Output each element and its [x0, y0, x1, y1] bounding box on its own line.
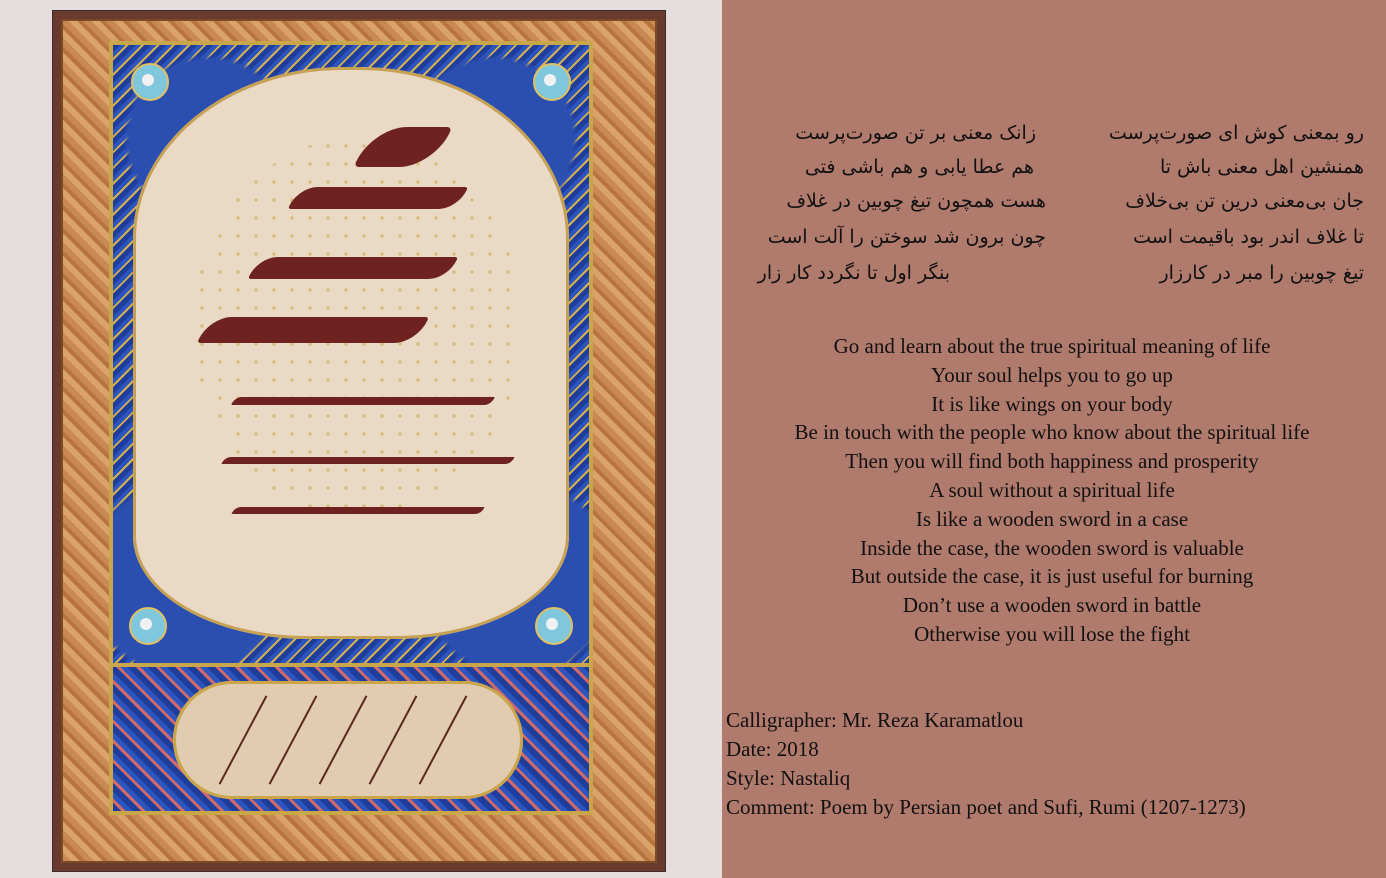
translation-line: Your soul helps you to go up: [931, 362, 1173, 387]
translation-line: But outside the case, it is just useful for burning: [850, 564, 1254, 589]
calligraphy-line: [219, 695, 268, 784]
calligraphy-stroke: [197, 317, 429, 343]
poem-line-right: جان بی‌معنی درین تن بی‌خلاف: [1125, 190, 1364, 212]
translation-line: Otherwise you will lose the fight: [914, 621, 1190, 646]
calligraphy-artwork-image: [52, 10, 666, 872]
calligraphy-panel: [133, 67, 569, 639]
translation-line: Is like a wooden sword in a case: [915, 506, 1189, 531]
corner-medallion-icon: [131, 63, 169, 101]
poem-line-right: رو بمعنی کوش ای صورت‌پرست: [1108, 122, 1364, 144]
poem-line-right: تا غلاف اندر بود باقیمت است: [1133, 226, 1364, 248]
translation-line: Then you will find both happiness and prosperity: [845, 449, 1259, 474]
calligraphy-line: [319, 695, 368, 784]
lower-calligraphy-cloud: [173, 681, 523, 799]
calligraphy-stroke: [248, 257, 458, 279]
comment-label: Comment: Poem by Persian poet and Sufi, Rumi (1207-1273): [726, 795, 1246, 819]
poem-line-left: چون برون شد سوختن را آلت است: [767, 226, 1046, 248]
calligraphy-line: [369, 695, 418, 784]
translation-line: Go and learn about the true spiritual meaning of life: [833, 334, 1271, 358]
poem-line-left: بنگر اول تا نگردد کار زار: [757, 262, 950, 284]
corner-medallion-icon: [535, 607, 573, 645]
english-translation: [722, 332, 1382, 649]
calligraphy-line: [419, 695, 468, 784]
translation-line: Be in touch with the people who know about the spiritual life: [794, 420, 1310, 445]
illuminated-lower-panel: [109, 663, 593, 815]
illuminated-frame: [109, 41, 593, 677]
poem-line-left: هم عطا یابی و هم باشی فتی: [804, 156, 1034, 178]
translation-line: Don’t use a wooden sword in battle: [902, 593, 1202, 618]
text-panel: [722, 0, 1386, 878]
translation-line: Inside the case, the wooden sword is valuable: [860, 535, 1244, 560]
calligrapher-label: Calligrapher: Mr. Reza Karamatlou: [726, 708, 1024, 732]
corner-medallion-icon: [533, 63, 571, 101]
translation-line: It is like wings on your body: [931, 391, 1173, 416]
poem-line-right: همنشین اهل معنی باش تا: [1160, 156, 1364, 178]
calligraphy-stroke: [288, 187, 468, 209]
calligraphy-stroke: [231, 507, 484, 514]
calligraphy-stroke: [221, 457, 514, 464]
artwork-metadata: [726, 706, 1246, 822]
calligraphy-stroke: [231, 397, 495, 405]
corner-medallion-icon: [129, 607, 167, 645]
calligraphy-line: [269, 695, 318, 784]
poem-line-left: هست همچون تیغ چوبین در غلاف: [786, 190, 1046, 212]
style-label: Style: Nastaliq: [726, 766, 851, 790]
poem-line-right: تیغ چوبین را مبر در کارزار: [1159, 262, 1364, 284]
poem-line-left: زانک معنی بر تن صورت‌پرست: [795, 122, 1036, 144]
date-label: Date: 2018: [726, 737, 819, 761]
translation-line: A soul without a spiritual life: [929, 477, 1175, 502]
